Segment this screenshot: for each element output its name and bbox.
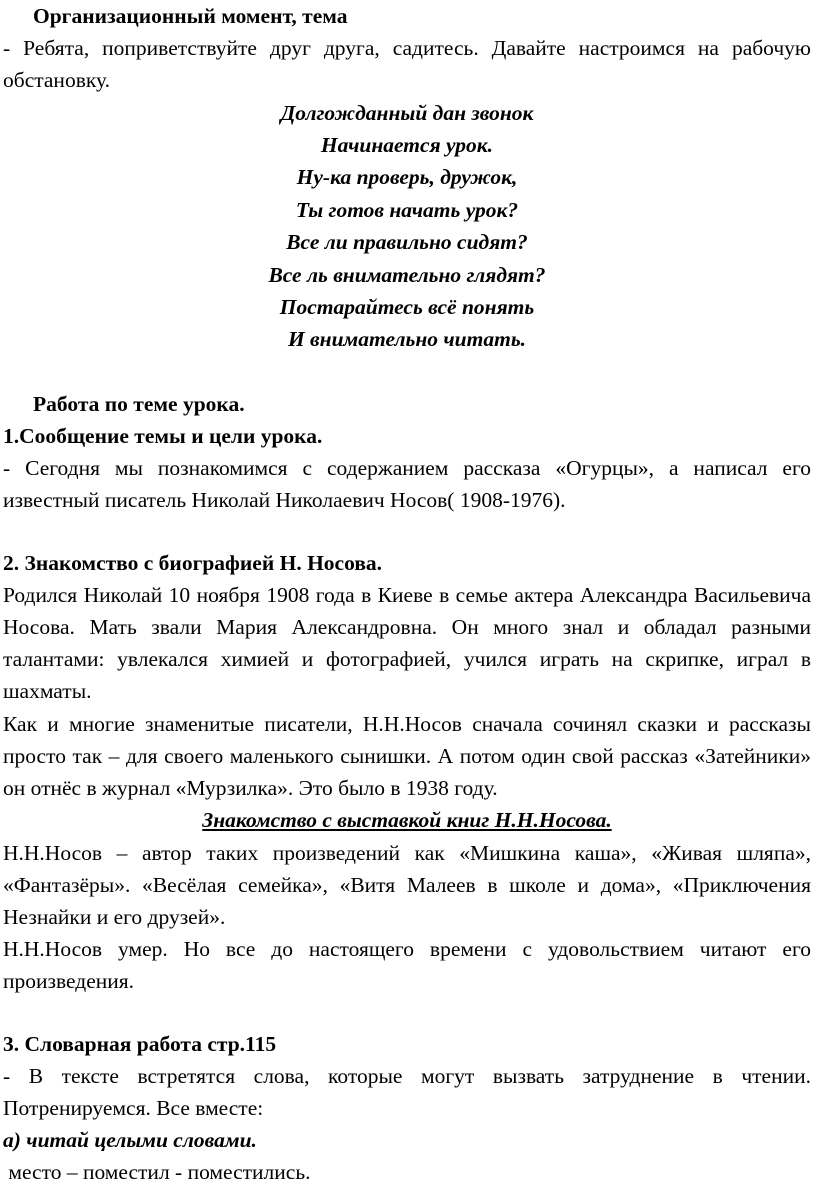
subsection-title-topic: 1.Сообщение темы и цели урока. <box>3 424 323 449</box>
poem-line: И внимательно читать. <box>287 327 527 352</box>
poem-line: Все ли правильно сидят? <box>286 230 528 255</box>
biography-paragraph-2: Как и многие знаменитые писатели, Н.Н.Носов сначала сочинял сказки и рассказы просто так – для своего маленького сынишки. А потом один свой рассказ «Затейники» он отнёс в журнал «Мурзилка». Это было в 1938 году. <box>3 711 811 801</box>
poem-line: Ты готов начать урок? <box>295 197 519 222</box>
poem-line: Ну-ка проверь, дружок, <box>296 165 518 190</box>
poem-line: Постарайтесь всё понять <box>279 295 535 320</box>
legacy-paragraph: Н.Н.Носов умер. Но все до настоящего времени с удовольствием читают его произведения. <box>3 937 811 994</box>
section-title-org: Организационный момент, тема <box>33 4 348 28</box>
vocabulary-paragraph: - В тексте встретятся слова, которые могут вызвать затруднение в чтении. Потренируемся. Все вместе: <box>3 1063 811 1120</box>
vocabulary-subtask-a: а) читай целыми словами. <box>3 1128 257 1153</box>
topic-paragraph: - Сегодня мы познакомимся с содержанием рассказа «Огурцы», а написал его известный писатель Николай Николаевич Носов( 1908-1976). <box>3 456 811 513</box>
spacer <box>3 998 811 1028</box>
works-paragraph: Н.Н.Носов – автор таких произведений как «Мишкина каша», «Живая шляпа», «Фантазёры». «Весёлая семейка», «Витя Малеев в школе и дома», «Приключения Незнайки и его друзей». <box>3 840 811 929</box>
biography-paragraph-1: Родился Николай 10 ноября 1908 года в Киеве в семье актера Александра Васильевича Носова. Мать звали Мария Александровна. Он много знал и обладал разными талантами: увлекался химией и фотографией, учился играть на скрипке, играл в шахматы. <box>3 582 811 704</box>
poem-line: Долгожданный дан звонок <box>280 100 534 125</box>
poem <box>3 97 811 356</box>
poem-line: Все ль внимательно глядят? <box>268 262 546 287</box>
spacer <box>3 517 811 547</box>
intro-paragraph: - Ребята, поприветствуйте друг друга, садитесь. Давайте настроимся на рабочую обстановку. <box>3 36 811 93</box>
spacer <box>3 356 811 388</box>
poem-line: Начинается урок. <box>320 133 494 158</box>
section-title-work: Работа по теме урока. <box>33 391 245 416</box>
section-title-biography: 2. Знакомство с биографией Н. Носова. <box>3 550 383 575</box>
exhibit-title: Знакомство с выставкой книг Н.Н.Носова. <box>202 808 612 833</box>
vocabulary-words: место – поместил - поместились. <box>3 1160 311 1185</box>
section-title-vocabulary: 3. Словарная работа стр.115 <box>3 1031 277 1056</box>
